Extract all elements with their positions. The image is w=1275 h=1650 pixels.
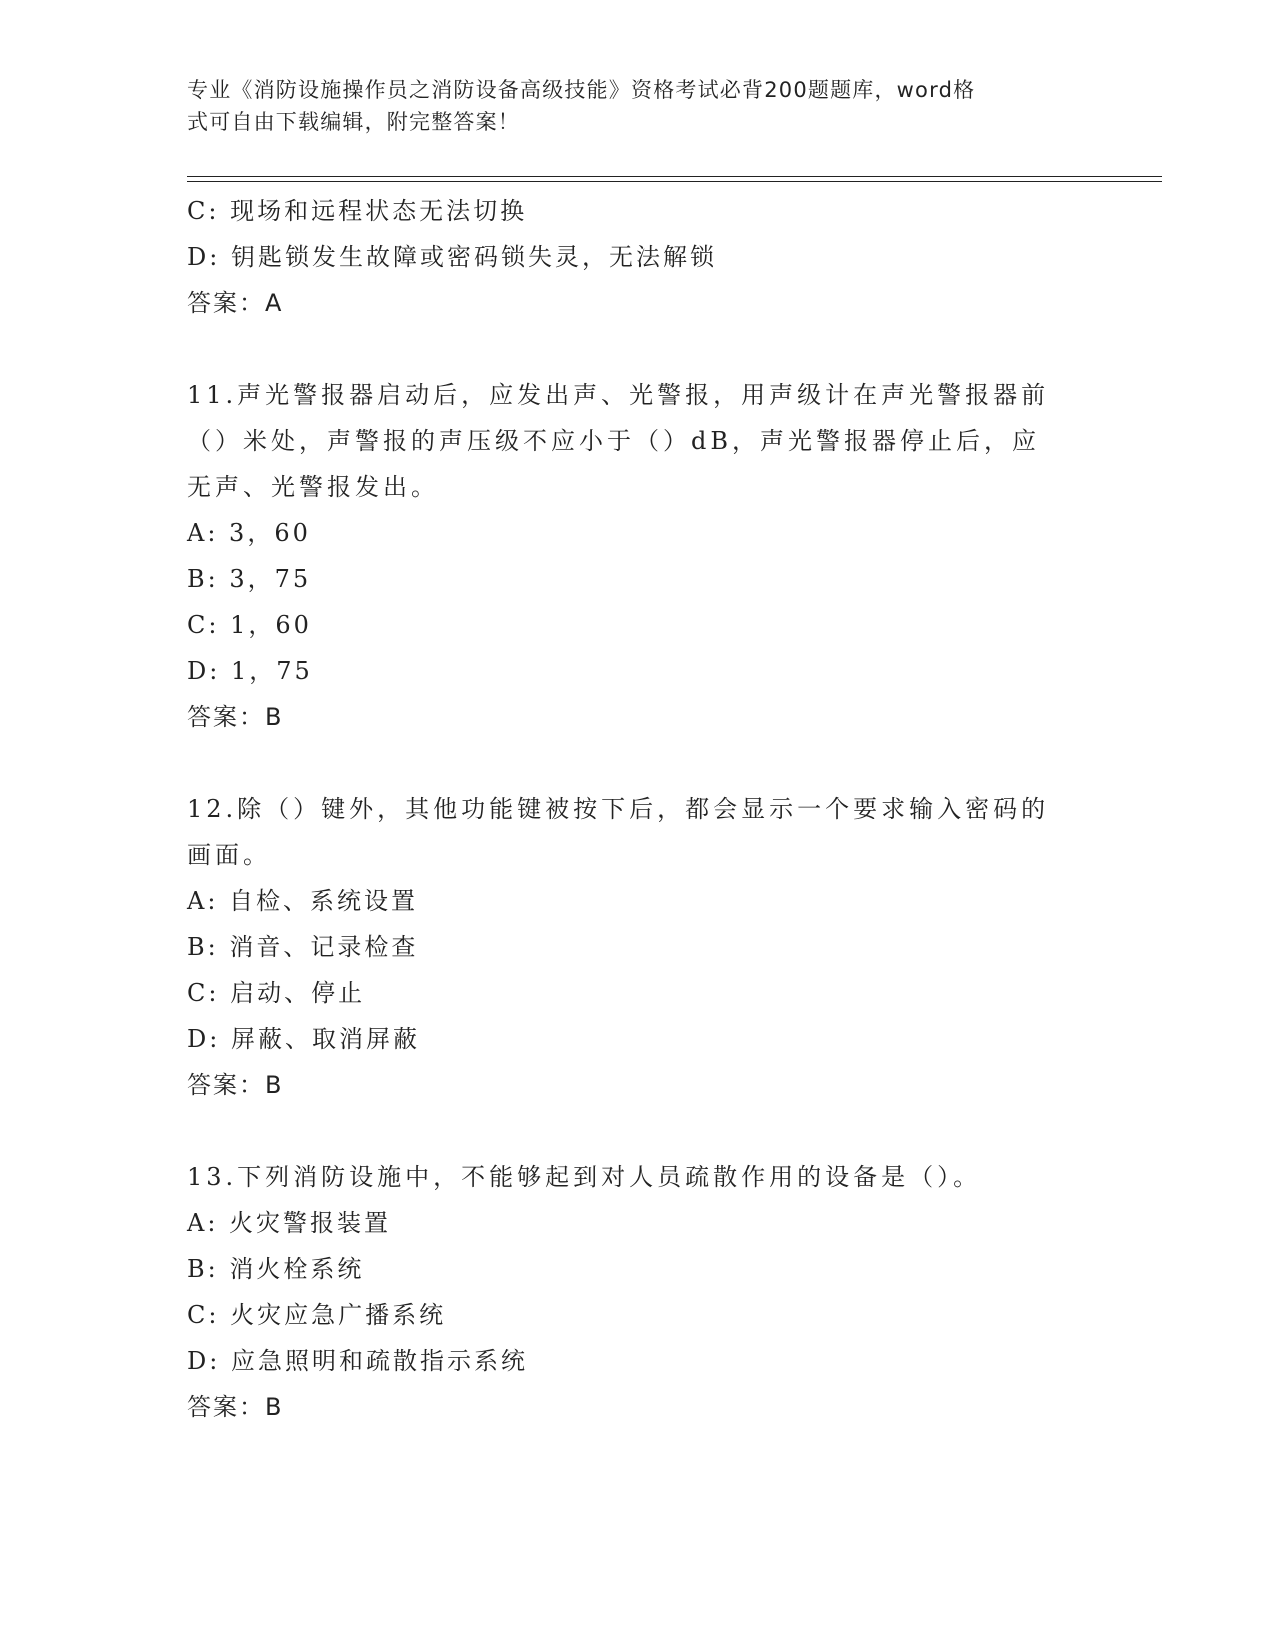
- stem-line: 12.除（）键外，其他功能键被按下后，都会显示一个要求输入密码的: [187, 795, 1050, 823]
- option-c: C: 现场和远程状态无法切换: [187, 197, 528, 225]
- spacer: [187, 1108, 1162, 1154]
- option-d: D: 钥匙锁发生故障或密码锁失灵，无法解锁: [187, 243, 717, 271]
- document-page: [187, 0, 1162, 1650]
- option-c: C: 启动、停止: [187, 979, 366, 1007]
- option-a: A: 火灾警报装置: [187, 1209, 392, 1237]
- question-11: [187, 372, 1162, 740]
- question-stem: [187, 372, 1162, 510]
- header-divider-bottom: [187, 181, 1162, 182]
- header-line-2: 式可自由下载编辑，附完整答案！: [187, 110, 520, 134]
- answer-line: 答案：B: [187, 1393, 284, 1421]
- question-stem: [187, 1154, 1162, 1200]
- spacer: [187, 326, 1162, 372]
- question-10-continued: [187, 188, 1162, 326]
- header-divider-top: [187, 176, 1162, 177]
- option-c: C: 火灾应急广播系统: [187, 1301, 447, 1329]
- header-line-1: 专业《消防设施操作员之消防设备高级技能》资格考试必背200题题库，word格: [187, 78, 976, 102]
- stem-line: （）米处，声警报的声压级不应小于（）dB，声光警报器停止后，应: [187, 427, 1040, 455]
- option-d: D: 1，75: [187, 657, 313, 685]
- stem-line: 13.下列消防设施中，不能够起到对人员疏散作用的设备是（）。: [187, 1163, 982, 1191]
- option-b: B: 消火栓系统: [187, 1255, 365, 1283]
- stem-line: 无声、光警报发出。: [187, 473, 439, 501]
- option-d: D: 屏蔽、取消屏蔽: [187, 1025, 420, 1053]
- answer-line: 答案：B: [187, 1071, 284, 1099]
- stem-line: 画面。: [187, 841, 271, 869]
- stem-line: 11.声光警报器启动后，应发出声、光警报，用声级计在声光警报器前: [187, 381, 1050, 409]
- option-c: C: 1，60: [187, 611, 312, 639]
- option-d: D: 应急照明和疏散指示系统: [187, 1347, 528, 1375]
- question-12: [187, 786, 1162, 1108]
- question-stem: [187, 786, 1162, 878]
- answer-line: 答案：A: [187, 289, 284, 317]
- option-a: A: 自检、系统设置: [187, 887, 419, 915]
- answer-line: 答案：B: [187, 703, 284, 731]
- option-b: B: 3，75: [187, 565, 312, 593]
- spacer: [187, 740, 1162, 786]
- option-b: B: 消音、记录检查: [187, 933, 419, 961]
- option-a: A: 3，60: [187, 519, 311, 547]
- question-content: [187, 188, 1162, 1430]
- document-header: [187, 74, 1077, 138]
- question-13: [187, 1154, 1162, 1430]
